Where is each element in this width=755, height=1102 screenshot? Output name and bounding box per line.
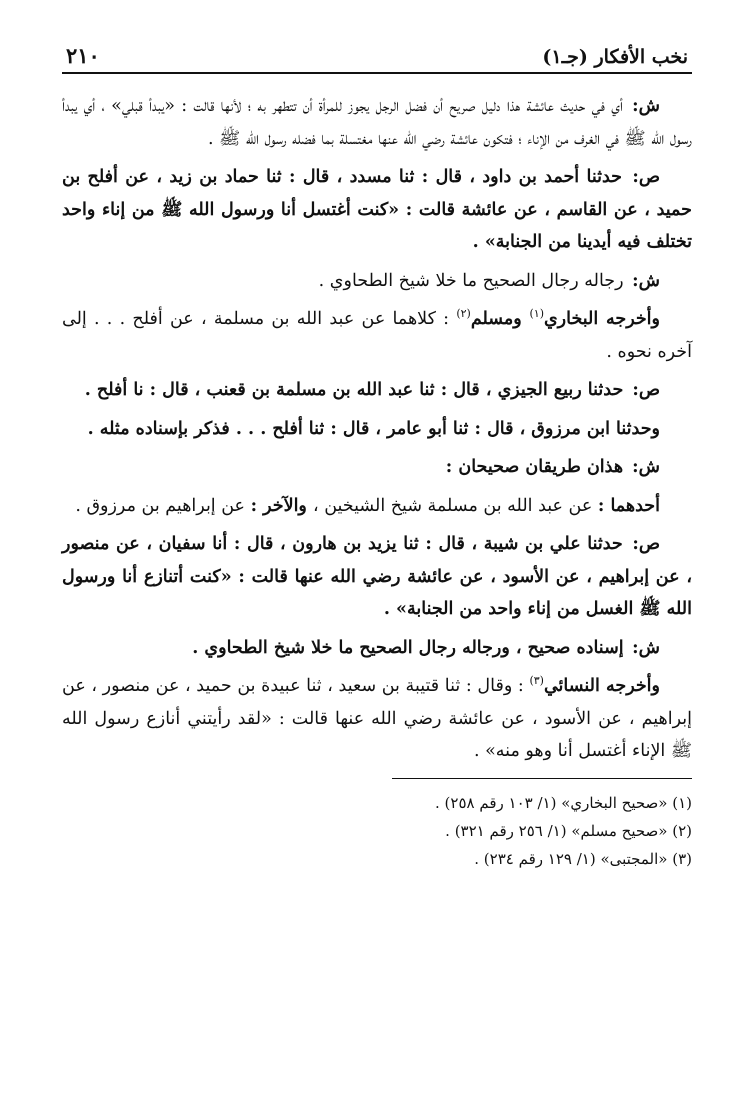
book-title: نخب الأفكار (جـ١)	[542, 46, 688, 68]
paragraph-marker: ش:	[632, 457, 660, 477]
source-bukhari: وأخرجه البخاري	[543, 309, 660, 329]
paragraph-text: حدثنا ربيع الجيزي ، قال : ثنا عبد الله بن مسلمة بن قعنب ، قال : نا أفلح .	[84, 380, 624, 400]
document-page	[62, 40, 692, 873]
page-body	[62, 90, 692, 873]
source-nasai: وأخرجه النسائي	[543, 676, 660, 696]
paragraph-text: رجاله رجال الصحيح ما خلا شيخ الطحاوي .	[318, 270, 624, 291]
source-muslim: ومسلم	[470, 309, 530, 329]
footnote-item: (١) «صحيح البخاري» (١/ ١٠٣ رقم ٢٥٨) .	[435, 793, 692, 812]
first-chain-label: أحدهما :	[597, 495, 660, 516]
paragraph-text: عن عبد الله بن مسلمة شيخ الشيخين ،	[312, 495, 593, 516]
paragraph-text: عن إبراهيم بن مرزوق .	[75, 495, 251, 516]
hadith-paragraph	[62, 374, 692, 407]
footnote-item: (٢) «صحيح مسلم» (١/ ٢٥٦ رقم ٣٢١) .	[445, 821, 692, 840]
takhrij-paragraph	[62, 303, 692, 368]
commentary-paragraph	[62, 90, 692, 155]
hadith-paragraph	[62, 161, 692, 259]
footnotes	[62, 789, 692, 873]
takhrij-paragraph	[62, 670, 692, 768]
paragraph-marker: ص:	[632, 534, 660, 554]
paragraph-marker: ص:	[632, 380, 660, 400]
page-number: ٢١٠	[66, 43, 100, 68]
page-header	[62, 40, 692, 74]
paragraph-text: حدثنا علي بن شيبة ، قال : ثنا يزيد بن هارون ، قال : أنا سفيان ، عن منصور ، عن إبراهيم ، عن الأسود ، عن عائشة رضي الله عنها قالت : «كنت أتنازع أنا ورسول الله ﷺ الغسل من إناء واحد من الجنابة» .	[62, 534, 692, 619]
paragraph-marker: ش:	[632, 270, 660, 291]
paragraph-text: : كلاهما عن عبد الله بن مسلمة ، عن أفلح . . . إلى آخره نحوه .	[62, 309, 692, 362]
paragraph-text: هذان طريقان صحيحان :	[445, 457, 624, 477]
commentary-paragraph	[62, 451, 692, 484]
footnote-divider	[392, 778, 692, 779]
footnote-ref-2: (٢)	[456, 307, 471, 321]
hadith-paragraph	[62, 413, 692, 446]
paragraph-text: إسناده صحيح ، ورجاله رجال الصحيح ما خلا شيخ الطحاوي .	[192, 637, 624, 658]
paragraph-marker: ص:	[632, 167, 660, 187]
paragraph-text: : وقال : ثنا قتيبة بن سعيد ، ثنا عبيدة بن حميد ، عن منصور ، عن إبراهيم ، عن الأسود ، عن عائشة رضي الله عنها قالت : «لقد رأيتني أنازع رسول الله ﷺ الإناء أغتسل أنا وهو منه» .	[62, 676, 692, 761]
paragraph-text: أي في حديث عائشة هذا دليل صريح أن فضل الرجل يجوز للمرأة أن تتطهر به ؛ لأنها قالت : «يبدأ قبلي» ، أي يبدأ رسول الله ﷺ في الغرف من الإناء ؛ فتكون عائشة رضي الله عنها مغتسلة بما فضله رسول الله ﷺ .	[62, 96, 692, 149]
paragraph-text: حدثنا أحمد بن داود ، قال : ثنا مسدد ، قال : ثنا حماد بن زيد ، عن أفلح بن حميد ، عن القاسم ، عن عائشة قالت : «كنت أغتسل أنا ورسول الله ﷺ من إناء واحد تختلف فيه أيدينا من الجنابة» .	[62, 167, 692, 252]
hadith-paragraph	[62, 528, 692, 626]
paragraph-marker: ش:	[632, 96, 660, 116]
paragraph-text: وحدثنا ابن مرزوق ، قال : ثنا أبو عامر ، قال : ثنا أفلح . . . فذكر بإسناده مثله .	[87, 418, 660, 439]
footnote-ref-3: (٣)	[529, 674, 544, 688]
commentary-paragraph	[62, 265, 692, 298]
commentary-paragraph	[62, 490, 692, 523]
footnote-item: (٣) «المجتبى» (١/ ١٢٩ رقم ٢٣٤) .	[474, 849, 692, 868]
commentary-paragraph	[62, 632, 692, 665]
second-chain-label: والآخر :	[250, 495, 313, 516]
footnote-ref-1: (١)	[529, 307, 544, 321]
paragraph-marker: ش:	[632, 637, 660, 658]
